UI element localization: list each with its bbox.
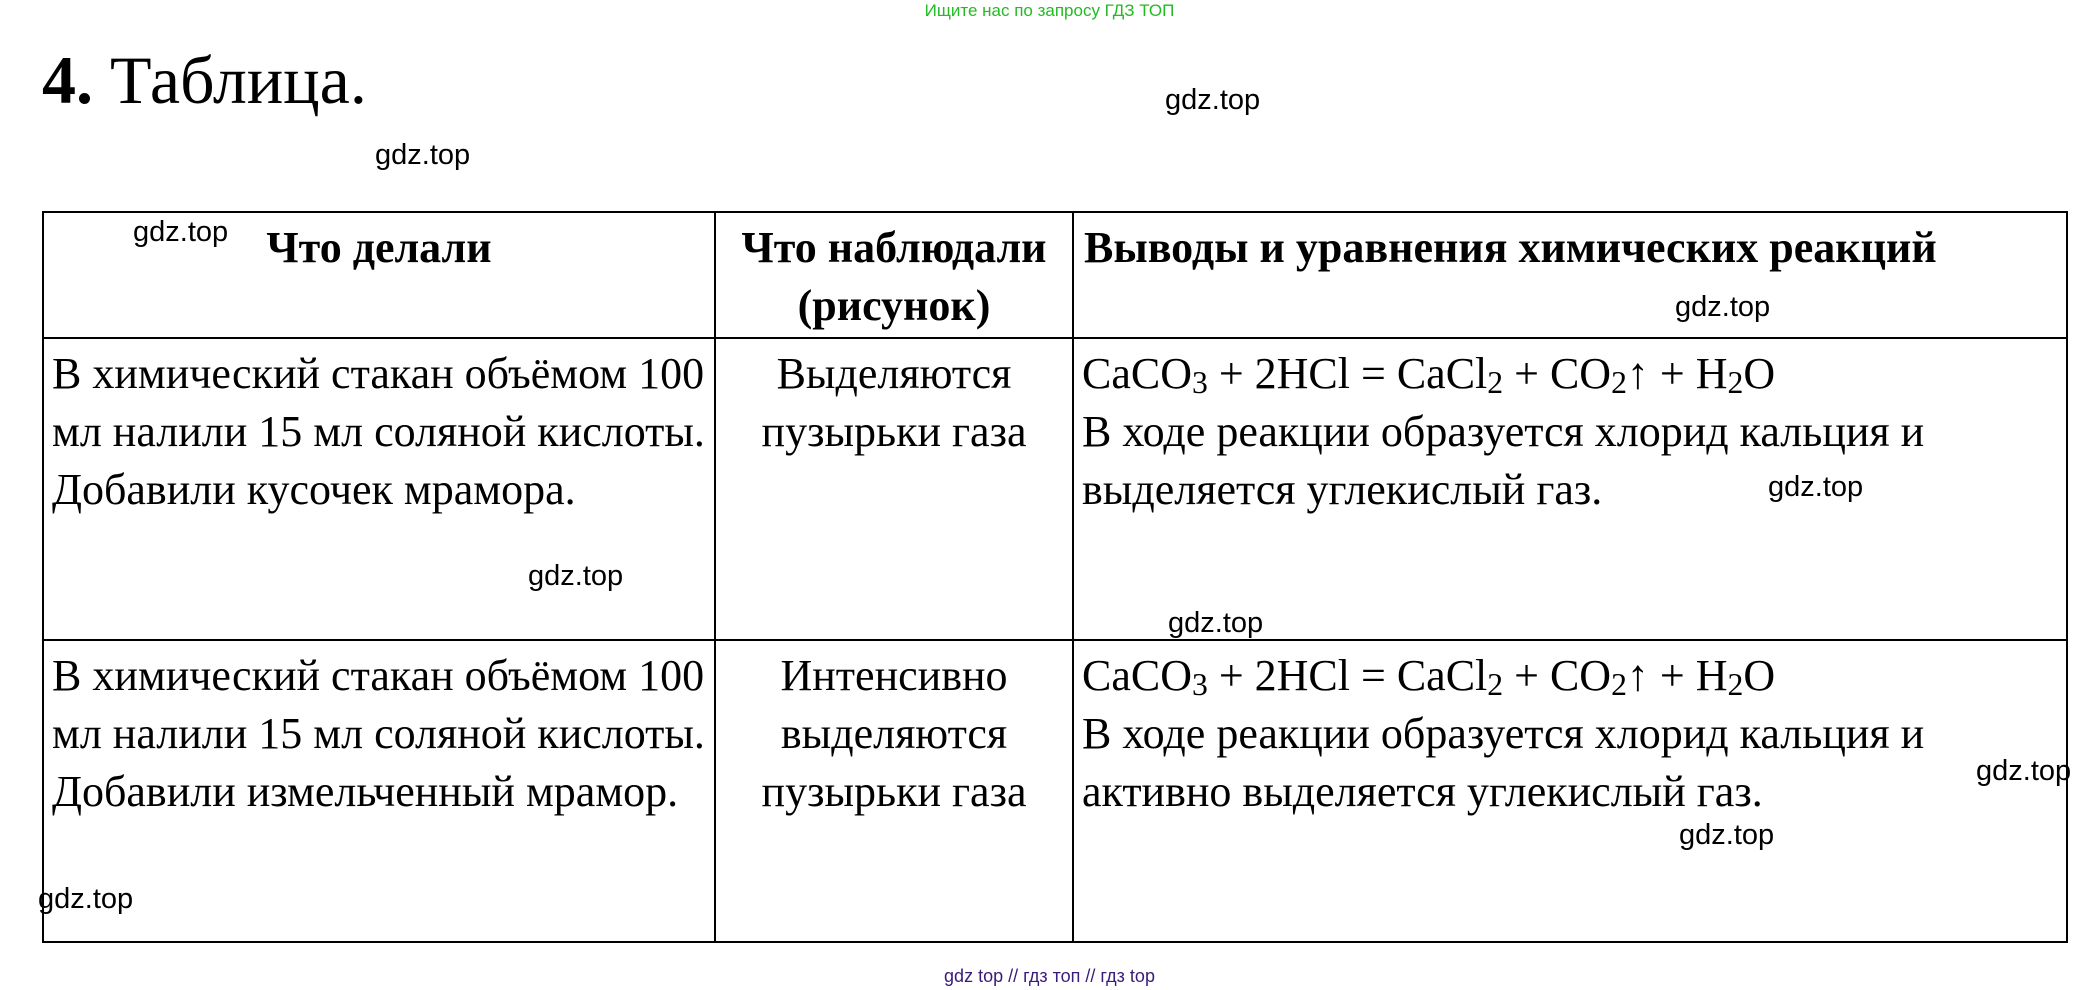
watermark: gdz.top	[1675, 291, 1771, 323]
header-conclusions: Выводы и уравнения химических реакций	[1073, 212, 2067, 338]
watermark: gdz.top	[375, 139, 471, 171]
page-title	[42, 40, 367, 120]
conclusion-text: В ходе реакции образуется хлорид кальция и активно выделяется углекислый газ.	[1082, 709, 1925, 816]
watermark: gdz.top	[133, 216, 229, 248]
task-number: 4.	[42, 42, 93, 118]
title-text: Таблица.	[110, 42, 367, 118]
cell-conclusion	[1073, 640, 2067, 942]
watermark: gdz.top	[1168, 607, 1264, 639]
cell-observed: Интенсивно выделяются пузырьки газа	[715, 640, 1073, 942]
header-what-did: Что делали	[43, 212, 715, 338]
cell-observed: Выделяются пузырьки газа	[715, 338, 1073, 640]
cell-what-did: В химический стакан объёмом 100 мл налили 15 мл соляной кислоты. Добавили кусочек мрамора.	[43, 338, 715, 640]
watermark: gdz.top	[1679, 819, 1775, 851]
bottom-banner: gdz top // гдз топ // гдз top	[944, 966, 1155, 986]
reaction-equation: CaCO$_3$ + 2HCl = CaCl$_2$ + $CO_2↑ + H_2O$	[1082, 651, 1776, 702]
watermark: gdz.top	[1165, 84, 1261, 116]
watermark: gdz.top	[528, 560, 624, 592]
table-row	[43, 338, 2067, 640]
watermark: gdz.top	[38, 883, 134, 915]
header-observed: Что наблюдали (рисунок)	[715, 212, 1073, 338]
cell-conclusion	[1073, 338, 2067, 640]
watermark: gdz.top	[1976, 755, 2072, 787]
watermark: gdz.top	[1768, 471, 1864, 503]
top-banner: Ищите нас по запросу ГДЗ ТОП	[924, 1, 1175, 20]
reaction-equation: CaCO$_3$ + 2HCl = CaCl$_2$ + $CO_2↑ + H_2O$	[1082, 349, 1776, 400]
cell-what-did: В химический стакан объёмом 100 мл налили 15 мл соляной кислоты. Добавили измельченный мрамор.	[43, 640, 715, 942]
conclusion-text: В ходе реакции образуется хлорид кальция и выделяется углекислый газ.	[1082, 407, 1925, 514]
table-row	[43, 640, 2067, 942]
